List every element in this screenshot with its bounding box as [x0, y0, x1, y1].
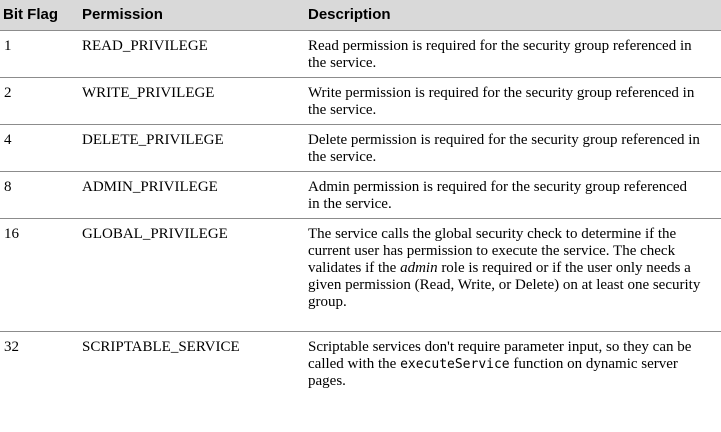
- description-text-start: The service calls the global security check to determine if the current user has permission to execute the service. The check validates if the: [308, 225, 677, 276]
- description-cell: [300, 331, 721, 432]
- table-row: [0, 218, 721, 331]
- admin-role-emphasis: admin: [400, 259, 438, 276]
- permission-cell: DELETE_PRIVILEGE: [76, 124, 300, 171]
- description-text-end: function on dynamic server pages.: [308, 355, 678, 389]
- permission-cell: READ_PRIVILEGE: [76, 30, 300, 77]
- description-cell: Admin permission is required for the security group referenced in the service.: [300, 171, 721, 218]
- header-permission: Permission: [76, 0, 300, 30]
- bit-flag-cell: 32: [4, 338, 19, 355]
- header-description: Description: [300, 0, 721, 30]
- description-cell: Write permission is required for the security group referenced in the service.: [300, 77, 721, 124]
- description-cell: Delete permission is required for the security group referenced in the service.: [300, 124, 721, 171]
- execute-service-code: executeService: [400, 356, 510, 372]
- table-row: [0, 171, 721, 218]
- table-row: [0, 124, 721, 171]
- permission-cell: SCRIPTABLE_SERVICE: [82, 338, 240, 355]
- permission-cell: ADMIN_PRIVILEGE: [76, 171, 300, 218]
- bit-flag-cell: 16: [0, 218, 76, 331]
- permission-cell: WRITE_PRIVILEGE: [76, 77, 300, 124]
- header-row: [0, 0, 721, 30]
- bit-flag-cell: 1: [0, 30, 76, 77]
- description-cell: [300, 218, 721, 331]
- description-cell: Read permission is required for the security group referenced in the service.: [300, 30, 721, 77]
- description-text-end: role is required or if the user only needs a given permission (Read, Write, or Delete) on at least one security group.: [308, 259, 701, 310]
- bit-flag-cell: 4: [0, 124, 76, 171]
- header-bit-flag: Bit Flag: [0, 0, 76, 30]
- bit-flag-cell: 2: [0, 77, 76, 124]
- bit-flag-cell: 8: [0, 171, 76, 218]
- table-row: [0, 77, 721, 124]
- description-text-start: Scriptable services don't require parameter input, so they can be called with the: [308, 338, 692, 372]
- table-row: [0, 30, 721, 77]
- table-header: [0, 0, 721, 30]
- table-row: [0, 331, 721, 432]
- table-body: [0, 30, 721, 432]
- permission-cell: GLOBAL_PRIVILEGE: [76, 218, 300, 331]
